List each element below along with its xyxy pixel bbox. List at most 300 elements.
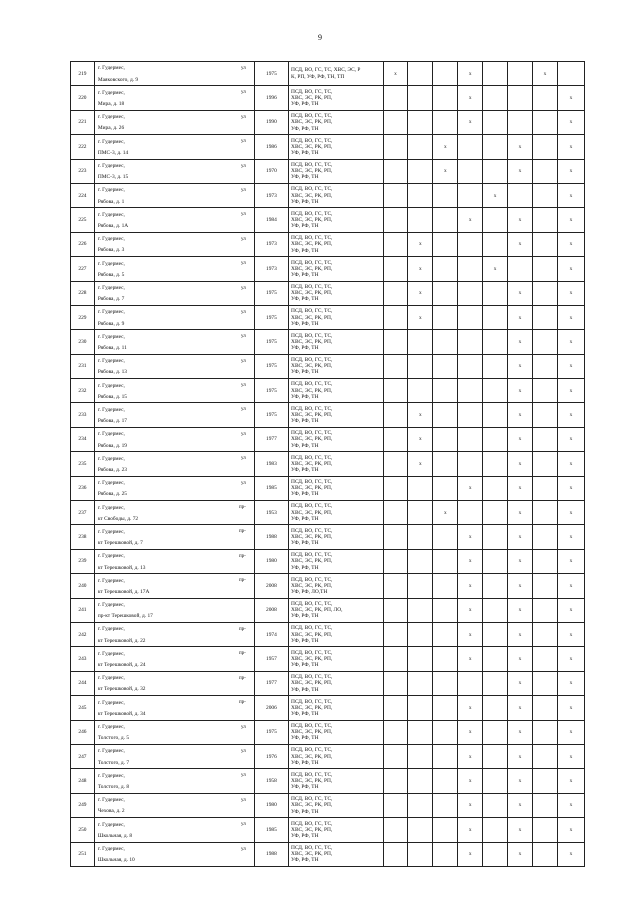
address-street: Рябова, д. 19 [97, 442, 127, 449]
mark-cell: x [458, 769, 483, 793]
systems-line: ПСД, ВО, ГС, ТС, [291, 674, 333, 681]
street-type: ул [241, 724, 246, 730]
mark-cell [532, 427, 557, 451]
mark-cell: x [458, 62, 483, 86]
build-year: 1977 [254, 671, 288, 695]
mark-cell [408, 86, 433, 110]
build-year: 1975 [254, 281, 288, 305]
mark-cell [532, 183, 557, 207]
address-street: Толстого, д. 5 [97, 735, 130, 742]
address-cell [94, 281, 254, 305]
mark-cell [532, 549, 557, 573]
address-street: Мира, д. 26 [97, 125, 125, 132]
build-year: 1985 [254, 818, 288, 842]
mark-cell [408, 110, 433, 134]
table-row [71, 159, 585, 183]
mark-cell [483, 549, 508, 573]
systems-line: ХВС, ЭС, РК, РП, [291, 216, 333, 223]
address-cell [94, 62, 254, 86]
street-type: ул [241, 139, 246, 145]
address-street: кт Свободы, д. 72 [97, 515, 139, 522]
row-number: 246 [71, 720, 95, 744]
systems-line: УФ, РФ, ТН [291, 247, 319, 254]
row-number: 241 [71, 598, 95, 622]
mark-cell [458, 452, 483, 476]
table-row [71, 647, 585, 671]
systems-line: ПСД, ВО, ГС, ТС, [291, 552, 333, 559]
address-street: Чехова, д. 2 [97, 808, 125, 815]
mark-cell: x [458, 208, 483, 232]
address-city: г. Гудермес, [97, 163, 125, 170]
mark-cell [483, 159, 508, 183]
mark-cell [532, 598, 557, 622]
mark-cell [532, 647, 557, 671]
mark-cell [483, 281, 508, 305]
systems-line: УФ, РФ, ТН [291, 832, 319, 839]
address-street: кт Терешковой, д. 7 [97, 540, 143, 547]
mark-cell [408, 135, 433, 159]
mark-cell [408, 647, 433, 671]
mark-cell: x [508, 793, 533, 817]
mark-cell [532, 574, 557, 598]
address-street: Рябова, д. 3 [97, 247, 125, 254]
build-year: 1980 [254, 793, 288, 817]
mark-cell: x [433, 135, 458, 159]
address-city: г. Гудермес, [97, 138, 125, 145]
address-city: г. Гудермес, [97, 382, 125, 389]
table-row [71, 696, 585, 720]
address-city: г. Гудермес, [97, 236, 125, 243]
mark-cell: x [458, 696, 483, 720]
systems-cell [289, 598, 383, 622]
mark-cell [532, 696, 557, 720]
row-number: 239 [71, 549, 95, 573]
row-number: 231 [71, 354, 95, 378]
systems-line: УФ, РФ, ТН [291, 369, 319, 376]
mark-cell [483, 818, 508, 842]
address-city: г. Гудермес, [97, 211, 125, 218]
row-number: 224 [71, 183, 95, 207]
mark-cell: x [508, 354, 533, 378]
mark-cell: x [383, 62, 408, 86]
mark-cell [483, 452, 508, 476]
mark-cell: x [508, 452, 533, 476]
mark-cell: x [557, 574, 584, 598]
build-year: 1977 [254, 427, 288, 451]
mark-cell: x [557, 379, 584, 403]
mark-cell: x [433, 501, 458, 525]
address-city: г. Гудермес, [97, 797, 125, 804]
mark-cell [433, 525, 458, 549]
address-street: кт Терешковой, д. 34 [97, 710, 146, 717]
mark-cell: x [458, 549, 483, 573]
systems-line: ХВС, ЭС, РК, РП, [291, 168, 333, 175]
mark-cell: x [458, 110, 483, 134]
row-number: 228 [71, 281, 95, 305]
street-type: ул [241, 407, 246, 413]
mark-cell: x [557, 476, 584, 500]
systems-line: ХВС, ЭС, РК, РП, [291, 680, 333, 687]
mark-cell [483, 305, 508, 329]
systems-line: ПСД, ВО, ГС, ТС, [291, 357, 333, 364]
mark-cell [383, 622, 408, 646]
row-number: 243 [71, 647, 95, 671]
mark-cell [483, 671, 508, 695]
build-year: 1988 [254, 525, 288, 549]
address-street: кт Терешковой, д. 17А [97, 588, 150, 595]
address-street: ПМС-3, д. 15 [97, 174, 129, 181]
mark-cell [532, 354, 557, 378]
mark-cell [408, 818, 433, 842]
mark-cell [532, 330, 557, 354]
mark-cell [433, 744, 458, 768]
address-street: Рябова, д. 13 [97, 369, 127, 376]
address-city: г. Гудермес, [97, 309, 125, 316]
street-type: ул [241, 163, 246, 169]
mark-cell: x [508, 671, 533, 695]
systems-line: ПСД, ВО, ГС, ТС, [291, 405, 333, 412]
mark-cell [383, 525, 408, 549]
mark-cell [532, 452, 557, 476]
mark-cell [433, 208, 458, 232]
systems-line: ХВС, ЭС, РК, РП, [291, 119, 333, 126]
mark-cell: x [557, 354, 584, 378]
build-year: 1975 [254, 720, 288, 744]
row-number: 232 [71, 379, 95, 403]
street-type: пр- [238, 651, 246, 657]
mark-cell [483, 62, 508, 86]
systems-cell [289, 842, 383, 866]
systems-line: ПСД, ВО, ГС, ТС, [291, 747, 333, 754]
address-cell [94, 403, 254, 427]
mark-cell: x [508, 135, 533, 159]
address-street: Рябова, д. 1 [97, 198, 125, 205]
street-type: ул [241, 358, 246, 364]
build-year: 2008 [254, 598, 288, 622]
build-year: 1975 [254, 379, 288, 403]
systems-line: ХВС, ЭС, РК, РП, ЛО, [291, 607, 343, 614]
row-number: 238 [71, 525, 95, 549]
mark-cell: x [557, 330, 584, 354]
systems-line: УФ, РФ, ТН [291, 808, 319, 815]
address-street: Рябова, д. 25 [97, 491, 127, 498]
mark-cell: x [557, 427, 584, 451]
systems-line: ХВС, ЭС, РК, РП, [291, 290, 333, 297]
table-row [71, 501, 585, 525]
mark-cell [408, 208, 433, 232]
address-cell [94, 135, 254, 159]
mark-cell [383, 744, 408, 768]
address-cell [94, 842, 254, 866]
address-street: Рябова, д. 15 [97, 393, 127, 400]
mark-cell: x [557, 110, 584, 134]
mark-cell [483, 647, 508, 671]
street-type: пр- [238, 529, 246, 535]
mark-cell: x [557, 598, 584, 622]
mark-cell [458, 501, 483, 525]
mark-cell [532, 208, 557, 232]
address-street: кт Терешковой, д. 13 [97, 564, 146, 571]
row-number: 240 [71, 574, 95, 598]
build-year: 1984 [254, 208, 288, 232]
mark-cell: x [508, 232, 533, 256]
mark-cell [508, 110, 533, 134]
mark-cell [408, 574, 433, 598]
systems-line: ПСД, ВО, ГС, ТС, ХВС, ЭС, Р [291, 67, 361, 74]
systems-line: ХВС, ЭС, РК, РП, [291, 412, 333, 419]
systems-line: ПСД, ВО, ГС, ТС, [291, 625, 333, 632]
address-city: г. Гудермес, [97, 650, 125, 657]
systems-line: ХВС, ЭС, РК, РП, [291, 582, 333, 589]
mark-cell [483, 403, 508, 427]
systems-cell [289, 232, 383, 256]
mark-cell [483, 622, 508, 646]
systems-cell [289, 305, 383, 329]
row-number: 250 [71, 818, 95, 842]
address-cell [94, 622, 254, 646]
table-body [71, 62, 585, 867]
build-year: 1986 [254, 135, 288, 159]
mark-cell [433, 452, 458, 476]
mark-cell [383, 379, 408, 403]
mark-cell: x [508, 769, 533, 793]
table-row [71, 427, 585, 451]
address-cell [94, 720, 254, 744]
systems-line: ПСД, ВО, ГС, ТС, [291, 259, 333, 266]
systems-line: УФ, РФ, ЛО,ТН [291, 589, 328, 595]
mark-cell: x [508, 818, 533, 842]
systems-line: УФ, РФ, ТН [291, 637, 319, 644]
mark-cell [433, 110, 458, 134]
mark-cell [383, 305, 408, 329]
address-cell [94, 305, 254, 329]
mark-cell [433, 476, 458, 500]
address-street: пр-кт Терешковой, д. 17 [97, 613, 153, 620]
row-number: 223 [71, 159, 95, 183]
systems-line: ПСД, ВО, ГС, ТС, [291, 649, 333, 656]
row-number: 233 [71, 403, 95, 427]
systems-line: УФ, РФ, ТН [291, 320, 319, 327]
systems-cell [289, 159, 383, 183]
mark-cell [532, 379, 557, 403]
mark-cell [532, 281, 557, 305]
mark-cell [532, 403, 557, 427]
mark-cell [532, 793, 557, 817]
systems-cell [289, 62, 383, 86]
systems-line: УФ, РФ, ТН [291, 613, 319, 620]
mark-cell [408, 720, 433, 744]
mark-cell [483, 427, 508, 451]
mark-cell: x [508, 574, 533, 598]
address-cell [94, 330, 254, 354]
table-row [71, 110, 585, 134]
street-type: ул [241, 846, 246, 852]
mark-cell [383, 427, 408, 451]
table-row [71, 354, 585, 378]
page-number: 9 [318, 33, 322, 42]
mark-cell [383, 183, 408, 207]
mark-cell [483, 110, 508, 134]
mark-cell [458, 232, 483, 256]
table-row [71, 793, 585, 817]
address-cell [94, 379, 254, 403]
build-year: 1975 [254, 62, 288, 86]
street-type: ул [241, 797, 246, 803]
mark-cell: x [408, 452, 433, 476]
systems-line: ПСД, ВО, ГС, ТС, [291, 308, 333, 315]
mark-cell: x [557, 696, 584, 720]
mark-cell [383, 549, 408, 573]
mark-cell [383, 671, 408, 695]
systems-line: ХВС, ЭС, РК, РП, [291, 777, 333, 784]
street-type: пр- [238, 553, 246, 559]
mark-cell [383, 574, 408, 598]
mark-cell [433, 62, 458, 86]
row-number: 249 [71, 793, 95, 817]
systems-line: ПСД, ВО, ГС, ТС, [291, 137, 333, 144]
mark-cell: x [557, 305, 584, 329]
street-type: ул [241, 212, 246, 218]
systems-cell [289, 696, 383, 720]
systems-line: ХВС, ЭС, РК, РП, [291, 338, 333, 345]
build-year: 1957 [254, 647, 288, 671]
mark-cell [408, 476, 433, 500]
row-number: 227 [71, 257, 95, 281]
address-cell [94, 208, 254, 232]
table-row [71, 403, 585, 427]
mark-cell: x [408, 281, 433, 305]
mark-cell [383, 476, 408, 500]
systems-line: ХВС, ЭС, РК, РП, [291, 387, 333, 394]
mark-cell [408, 598, 433, 622]
systems-line: ПСД, ВО, ГС, ТС, [291, 722, 333, 729]
mark-cell [458, 427, 483, 451]
street-type: пр- [238, 700, 246, 706]
mark-cell [532, 159, 557, 183]
mark-cell [383, 110, 408, 134]
mark-cell: x [458, 476, 483, 500]
systems-cell [289, 769, 383, 793]
mark-cell [383, 452, 408, 476]
address-cell [94, 574, 254, 598]
systems-line: ХВС, ЭС, РК, РП, [291, 826, 333, 833]
address-cell [94, 647, 254, 671]
systems-line: ХВС, ЭС, РК, РП, [291, 363, 333, 370]
mark-cell: x [557, 501, 584, 525]
mark-cell [408, 330, 433, 354]
systems-line: УФ, РФ, ТН [291, 125, 319, 132]
address-street: Мира, д. 18 [97, 101, 125, 108]
systems-line: УФ, РФ, ТН [291, 759, 319, 766]
address-city: г. Гудермес, [97, 821, 125, 828]
table-row [71, 232, 585, 256]
mark-cell: x [508, 622, 533, 646]
mark-cell [458, 135, 483, 159]
systems-cell [289, 330, 383, 354]
mark-cell [483, 842, 508, 866]
mark-cell [532, 671, 557, 695]
systems-cell [289, 818, 383, 842]
mark-cell: x [508, 501, 533, 525]
build-year: 1976 [254, 744, 288, 768]
mark-cell [383, 86, 408, 110]
systems-line: К, РП, УФ, РФ, ТН, ТП [291, 73, 345, 80]
mark-cell: x [458, 720, 483, 744]
address-cell [94, 818, 254, 842]
mark-cell [458, 183, 483, 207]
mark-cell [408, 525, 433, 549]
mark-cell [408, 62, 433, 86]
address-city: г. Гудермес, [97, 528, 125, 535]
mark-cell: x [508, 744, 533, 768]
address-cell [94, 452, 254, 476]
systems-line: ПСД, ВО, ГС, ТС, [291, 454, 333, 461]
mark-cell: x [557, 281, 584, 305]
mark-cell [383, 818, 408, 842]
mark-cell: x [508, 696, 533, 720]
address-cell [94, 598, 254, 622]
mark-cell [458, 257, 483, 281]
mark-cell [458, 305, 483, 329]
systems-line: ПСД, ВО, ГС, ТС, [291, 235, 333, 242]
systems-line: ПСД, ВО, ГС, ТС, [291, 576, 333, 583]
systems-line: ПСД, ВО, ГС, ТС, [291, 186, 333, 193]
mark-cell [383, 501, 408, 525]
systems-cell [289, 208, 383, 232]
mark-cell [383, 647, 408, 671]
systems-line: УФ, РФ, ТН [291, 710, 319, 717]
mark-cell: x [483, 257, 508, 281]
mark-cell [383, 281, 408, 305]
mark-cell: x [508, 427, 533, 451]
systems-line: УФ, РФ, ТН [291, 345, 319, 352]
mark-cell [408, 501, 433, 525]
mark-cell [433, 769, 458, 793]
mark-cell: x [508, 476, 533, 500]
mark-cell: x [557, 818, 584, 842]
systems-line: УФ, РФ, ТН [291, 467, 319, 474]
row-number: 244 [71, 671, 95, 695]
mark-cell [458, 159, 483, 183]
street-type: ул [241, 236, 246, 242]
systems-line: ПСД, ВО, ГС, ТС, [291, 381, 333, 388]
table-row [71, 622, 585, 646]
mark-cell [458, 671, 483, 695]
address-city: г. Гудермес, [97, 89, 125, 96]
systems-line: ПСД, ВО, ГС, ТС, [291, 161, 333, 168]
mark-cell [483, 769, 508, 793]
mark-cell [532, 720, 557, 744]
table-row [71, 842, 585, 866]
table-row [71, 525, 585, 549]
address-street: Толстого, д. 8 [97, 784, 130, 791]
street-type: ул [241, 309, 246, 315]
mark-cell [557, 62, 584, 86]
table-row [71, 281, 585, 305]
table-row [71, 135, 585, 159]
address-city: г. Гудермес, [97, 114, 125, 121]
mark-cell: x [557, 793, 584, 817]
mark-cell [458, 354, 483, 378]
systems-cell [289, 647, 383, 671]
street-type: ул [241, 480, 246, 486]
row-number: 235 [71, 452, 95, 476]
mark-cell [483, 501, 508, 525]
address-city: г. Гудермес, [97, 431, 125, 438]
table-row [71, 330, 585, 354]
mark-cell: x [557, 769, 584, 793]
address-city: г. Гудермес, [97, 285, 125, 291]
